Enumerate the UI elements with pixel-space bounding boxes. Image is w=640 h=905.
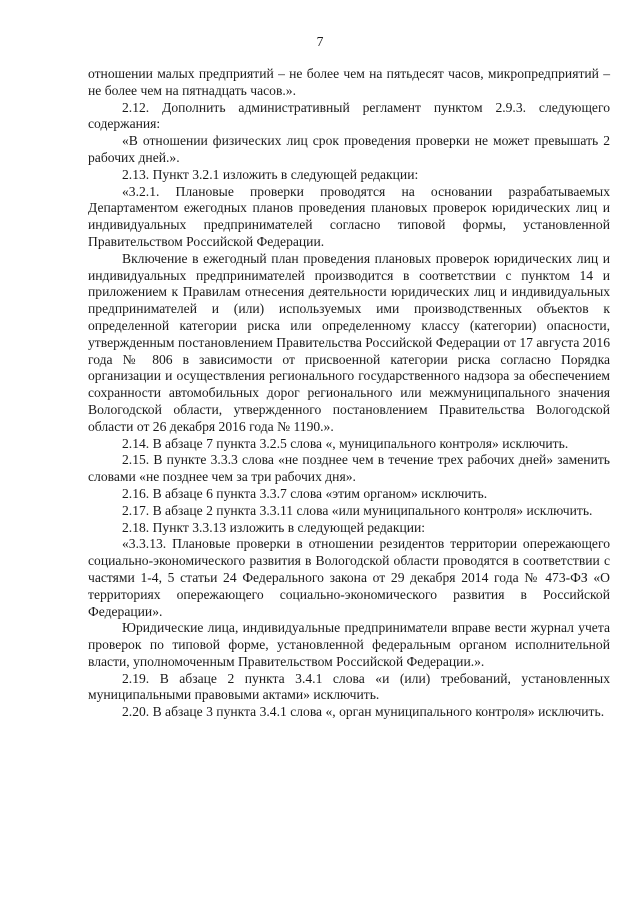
document-body [88,66,610,721]
paragraph: 2.14. В абзаце 7 пункта 3.2.5 слова «, муниципального контроля» исключить. [122,435,569,451]
page-number: 7 [316,34,324,49]
paragraph: 2.12. Дополнить административный регламент пунктом 2.9.3. следующего содержания: [88,99,610,132]
paragraph: «В отношении физических лиц срок проведения проверки не может превышать 2 рабочих дней.». [88,133,610,165]
paragraph: Юридические лица, индивидуальные предприниматели вправе вести журнал учета проверок по типовой форме, установленной федеральным органом исполнительной власти, уполномоченным Правительством Российской Федерации.». [88,620,610,669]
paragraph: 2.20. В абзаце 3 пункта 3.4.1 слова «, орган муниципального контроля» исключить. [122,704,605,720]
paragraph: 2.13. Пункт 3.2.1 изложить в следующей редакции: [122,166,419,182]
paragraph: «3.2.1. Плановые проверки проводятся на основании разрабатываемых Департаментом ежегодных планов проведения плановых проверок юридических лиц и индивидуальных предпринимателей согласно типовой формы, установленной Правительством Российской Федерации. [88,183,610,249]
paragraph: «3.3.13. Плановые проверки в отношении резидентов территории опережающего социально-экономического развития в Вологодской области проводятся в соответствии с частями 1-4, 5 статьи 24 Федерального закона от 29 декабря 2014 года № 473-ФЗ «О территориях опережающего социально-экономического развития в Российской Федерации». [88,536,610,619]
paragraph: 2.15. В пункте 3.3.3 слова «не позднее чем в течение трех рабочих дней» заменить словами «не позднее чем за три рабочих дня». [88,452,610,485]
paragraph: 2.18. Пункт 3.3.13 изложить в следующей редакции: [122,519,426,535]
paragraph: 2.16. В абзаце 6 пункта 3.3.7 слова «этим органом» исключить. [122,485,488,501]
paragraph: 2.17. В абзаце 2 пункта 3.3.11 слова «или муниципального контроля» исключить. [122,502,593,518]
paragraph: 2.19. В абзаце 2 пункта 3.4.1 слова «и (или) требований, установленных муниципальными правовыми актами» исключить. [88,670,610,703]
paragraph: Включение в ежегодный план проведения плановых проверок юридических лиц и индивидуальных предпринимателей производится в соответствии с пунктом 14 и приложением к Правилам отнесения деятельности юридических лиц и индивидуальных предпринимателей и (или) используемых ими производственных объектов к определенной категории риска или определенному классу (категории) опасности, утвержденным постановлением Правительства Российской Федерации от 17 августа 2016 года № 806 в зависимости от присвоенной категории риска согласно Порядка организации и осуществления регионального государственного надзора за обеспечением сохранности автомобильных дорог регионального или межмуниципального значения Вологодской области, утвержденного постановлением Правительства Вологодской области от 26 декабря 2016 года № 1190.». [88,250,610,434]
paragraph: отношении малых предприятий – не более чем на пятьдесят часов, микропредприятий – не более чем на пятнадцать часов.». [88,66,610,98]
